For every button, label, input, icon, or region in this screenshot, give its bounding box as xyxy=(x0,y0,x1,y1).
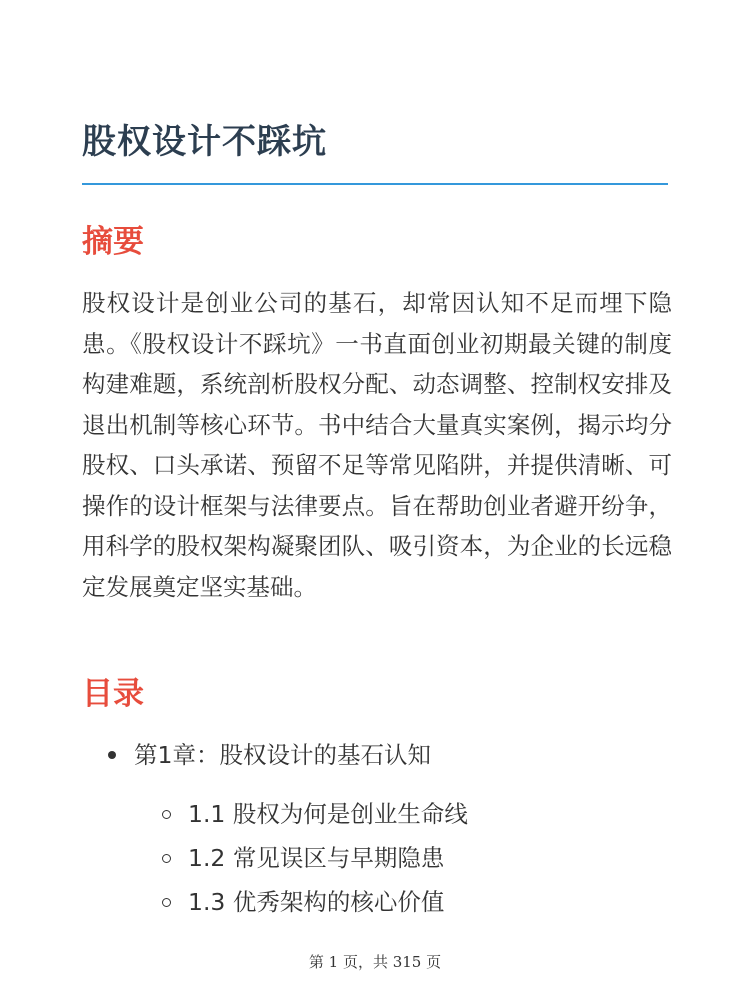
bullet-disc-icon xyxy=(108,751,116,759)
abstract-heading: 摘要 xyxy=(82,224,144,260)
toc-section-item[interactable] xyxy=(162,882,444,922)
document-title: 股权设计不踩坑 xyxy=(82,122,327,162)
toc-section-label: 1.3 优秀架构的核心价值 xyxy=(188,888,445,916)
toc-section-item[interactable] xyxy=(162,794,468,834)
toc-chapter-item[interactable] xyxy=(108,735,431,775)
bullet-circle-icon xyxy=(162,854,171,863)
toc-chapter-label: 第1章：股权设计的基石认知 xyxy=(134,741,431,769)
bullet-circle-icon xyxy=(162,898,171,907)
page-number-footer: 第 1 页，共 315 页 xyxy=(308,953,442,971)
toc-heading: 目录 xyxy=(82,676,144,712)
bullet-circle-icon xyxy=(162,810,171,819)
toc-section-item[interactable] xyxy=(162,838,444,878)
abstract-paragraph: 股权设计是创业公司的基石，却常因认知不足而埋下隐患。《股权设计不踩坑》一书直面创业初期最关键的制度构建难题，系统剖析股权分配、动态调整、控制权安排及退出机制等核心环节。书中结合大量真实案例，揭示均分股权、口头承诺、预留不足等常见陷阱，并提供清晰、可操作的设计框架与法律要点。旨在帮助创业者避开纷争，用科学的股权架构凝聚团队、吸引资本，为企业的长远稳定发展奠定坚实基础。 xyxy=(82,289,672,601)
toc-section-label: 1.1 股权为何是创业生命线 xyxy=(188,800,468,828)
title-divider xyxy=(82,183,668,185)
toc-section-label: 1.2 常见误区与早期隐患 xyxy=(188,844,445,872)
